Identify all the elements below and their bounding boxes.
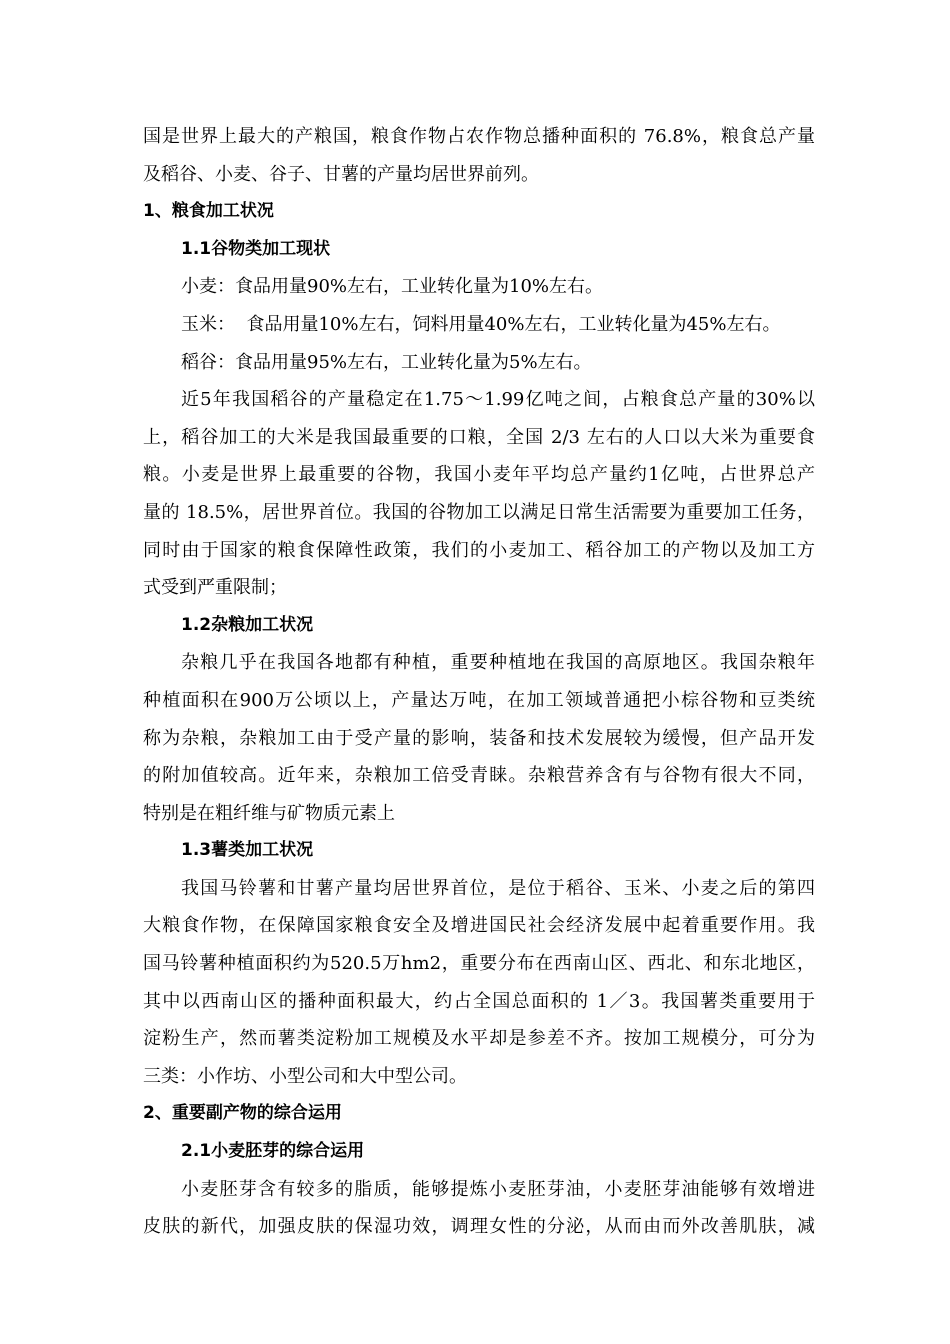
- text-line: 粮。小麦是世界上最重要的谷物，我国小麦年平均总产量约1亿吨，占世界总产: [143, 464, 815, 486]
- text-line: 玉米： 食品用量10%左右，饲料用量40%左右，工业转化量为45%左右。: [181, 313, 781, 335]
- subsection-heading: 1.1谷物类加工现状: [181, 238, 331, 259]
- text-line: 同时由于国家的粮食保障性政策，我们的小麦加工、稻谷加工的产物以及加工方: [143, 539, 815, 561]
- text-line: 的附加值较高。近年来，杂粮加工倍受青睐。杂粮营养含有与谷物有很大不同，: [143, 765, 815, 787]
- text-line: 上，稻谷加工的大米是我国最重要的口粮，全国 2/3 左右的人口以大米为重要食: [143, 426, 815, 448]
- subsection-heading: 1.2杂粮加工状况: [181, 614, 314, 635]
- text-line: 三类：小作坊、小型公司和大中型公司。: [143, 1065, 467, 1087]
- text-line: 淀粉生产，然而薯类淀粉加工规模及水平却是参差不齐。按加工规模分，可分为: [143, 1028, 815, 1050]
- document-body: [143, 118, 815, 1246]
- text-line: 大粮食作物，在保障国家粮食安全及增进国民社会经济发展中起着重要作用。我: [143, 915, 815, 937]
- section-heading: 1、粮食加工状况: [143, 201, 274, 222]
- text-line: 杂粮几乎在我国各地都有种植，重要种植地在我国的高原地区。我国杂粮年: [181, 652, 815, 674]
- text-line: 皮肤的新代，加强皮肤的保湿功效，调理女性的分泌，从而由而外改善肌肤，减: [143, 1216, 815, 1238]
- text-line: 特别是在粗纤维与矿物质元素上: [143, 802, 395, 824]
- text-line: 种植面积在900万公顷以上，产量达万吨，在加工领域普通把小棕谷物和豆类统: [143, 689, 815, 711]
- text-line: 其中以西南山区的播种面积最大，约占全国总面积的 1／3。我国薯类重要用于: [143, 990, 815, 1012]
- text-line: 国马铃薯种植面积约为520.5万hm2，重要分布在西南山区、西北、和东北地区，: [143, 953, 815, 975]
- text-line: 近5年我国稻谷的产量稳定在1.75～1.99亿吨之间，占粮食总产量的30%以: [181, 389, 815, 411]
- text-line: 量的 18.5%，居世界首位。我国的谷物加工以满足日常生活需要为重要加工任务，: [143, 501, 815, 523]
- text-line: 国是世界上最大的产粮国，粮食作物占农作物总播种面积的 76.8%，粮食总产量: [143, 126, 815, 147]
- text-line: 我国马铃薯和甘薯产量均居世界首位，是位于稻谷、玉米、小麦之后的第四: [181, 877, 815, 899]
- text-line: 称为杂粮，杂粮加工由于受产量的影响，装备和技术发展较为缓慢，但产品开发: [143, 727, 815, 749]
- text-line: 小麦：食品用量90%左右，工业转化量为10%左右。: [181, 276, 604, 298]
- subsection-heading: 2.1小麦胚芽的综合运用: [181, 1141, 365, 1162]
- subsection-heading: 1.3薯类加工状况: [181, 840, 314, 861]
- text-line: 小麦胚芽含有较多的脂质，能够提炼小麦胚芽油，小麦胚芽油能够有效增进: [181, 1178, 815, 1200]
- section-heading: 2、重要副产物的综合运用: [143, 1103, 342, 1124]
- text-line: 稻谷：食品用量95%左右，工业转化量为5%左右。: [181, 351, 592, 373]
- text-line: 及稻谷、小麦、谷子、甘薯的产量均居世界前列。: [143, 163, 539, 185]
- text-line: 式受到严重限制；: [143, 577, 287, 599]
